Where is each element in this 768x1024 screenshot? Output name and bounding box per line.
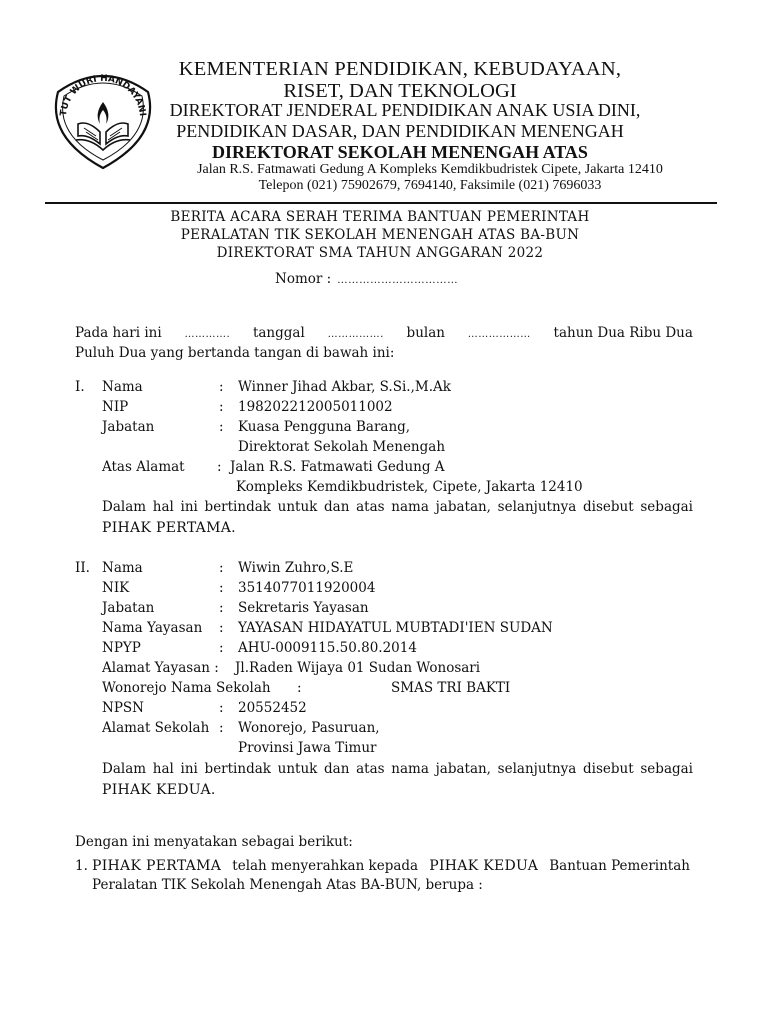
letterhead-address: Jalan R.S. Fatmawati Gedung A Kompleks Kemdikbudristek Cipete, Jakarta 12410 [197,162,663,177]
party2-nama-label: Nama [102,560,143,576]
party1-jabatan-1: Kuasa Pengguna Barang, [238,419,411,435]
document-title-3: DIREKTORAT SMA TAHUN ANGGARAN 2022 [216,245,544,261]
directorate-general-2: PENDIDIKAN DASAR, DAN PENDIDIKAN MENENGAH [176,121,624,141]
document-title-2: PERALATAN TIK SEKOLAH MENENGAH ATAS BA-BUN [180,227,580,243]
party2-alamat-sekolah-1: Wonorejo, Pasuruan, [238,720,380,736]
party2-alamat-sekolah-2: Provinsi Jawa Timur [238,740,377,756]
colon: : [219,700,224,716]
party1-role: PIHAK PERTAMA. [102,520,236,536]
party2-jabatan: Sekretaris Yayasan [238,600,369,616]
declaration-item1-number: 1. [75,858,88,874]
letterhead-phone: Telepon (021) 75902679, 7694140, Faksimile (021) 7696033 [258,178,602,193]
letterhead-divider [45,202,717,204]
declaration-item1-line1 [92,858,690,874]
declaration-intro: Dengan ini menyatakan sebagai berikut: [75,834,353,850]
party1-alamat-2: Kompleks Kemdikbudristek, Cipete, Jakarta 12410 [236,479,583,495]
party2-nik-label: NIK [102,580,130,596]
party2-alamat-yayasan: Jl.Raden Wijaya 01 Sudan Wonosari [235,660,481,676]
party2-numeral: II. [75,560,90,576]
party1-jabatan-label: Jabatan [102,419,155,435]
party2-npyp: AHU-0009115.50.80.2014 [238,640,417,656]
party2-alamat-sekolah-label: Alamat Sekolah [102,720,210,736]
party2-sekolah: SMAS TRI BAKTI [391,680,511,696]
party2-yayasan-label: Nama Yayasan [102,620,203,636]
nomor-label: Nomor : [275,271,332,287]
party1-alamat-1: Jalan R.S. Fatmawati Gedung A [230,459,445,475]
party1-numeral: I. [75,379,85,395]
party2-yayasan: YAYASAN HIDAYATUL MUBTADI'IEN SUDAN [238,620,553,636]
colon: : [219,560,224,576]
ministry-name: KEMENTERIAN PENDIDIKAN, KEBUDAYAAN, [178,58,622,80]
party2-jabatan-label: Jabatan [102,600,155,616]
party2-statement: Dalam hal ini bertindak untuk dan atas nama jabatan, selanjutnya disebut sebagai [102,761,693,777]
document-number [275,271,458,287]
party2-npsn-label: NPSN [102,700,144,716]
svg-text:TUT WURI HANDAYANI: TUT WURI HANDAYANI [58,73,147,117]
intro-line-1 [75,325,693,341]
declaration-text-b: Bantuan Pemerintah [549,858,690,874]
party2-alamat-yayasan-label: Alamat Yayasan : [102,660,219,676]
tut-wuri-handayani-logo [48,62,158,172]
party1-jabatan-2: Direktorat Sekolah Menengah [238,439,446,455]
colon: : [219,419,224,435]
colon: : [217,459,222,475]
document-title-1: BERITA ACARA SERAH TERIMA BANTUAN PEMERINTAH [170,209,590,225]
party2-npsn: 20552452 [238,700,307,716]
party2-sekolah-label: Wonorejo Nama Sekolah [102,680,271,696]
intro-text-3: bulan [406,325,445,341]
intro-blank-day: …………. [184,329,231,340]
declaration-pihak-pertama: PIHAK PERTAMA [92,858,222,874]
party1-statement: Dalam hal ini bertindak untuk dan atas nama jabatan, selanjutnya disebut sebagai [102,499,693,515]
colon: : [219,600,224,616]
declaration-pihak-kedua: PIHAK KEDUA [429,858,539,874]
party1-nama: Winner Jihad Akbar, S.Si.,M.Ak [238,379,451,395]
ministry-name-2: RISET, DAN TEKNOLOGI [283,80,517,102]
colon: : [219,720,224,736]
intro-blank-month: ……………… [467,329,531,340]
colon: : [219,399,224,415]
colon: : [297,680,302,696]
colon: : [219,620,224,636]
party1-alamat-label: Atas Alamat [102,459,185,475]
intro-text-1: Pada hari ini [75,325,162,341]
intro-line-2: Puluh Dua yang bertanda tangan di bawah ini: [75,345,395,361]
nomor-blank: …………………………… [337,274,459,286]
intro-text-2: tanggal [252,325,305,341]
directorate-name: DIREKTORAT SEKOLAH MENENGAH ATAS [212,142,588,162]
colon: : [219,640,224,656]
party1-nip-label: NIP [102,399,129,415]
party2-role: PIHAK KEDUA. [102,782,216,798]
intro-blank-date: ……………. [327,329,384,340]
colon: : [219,379,224,395]
party1-nip: 198202212005011002 [238,399,393,415]
party2-npyp-label: NPYP [102,640,141,656]
party1-nama-label: Nama [102,379,143,395]
party2-nama: Wiwin Zuhro,S.E [238,560,354,576]
declaration-text-a: telah menyerahkan kepada [232,858,419,874]
declaration-item1-line2: Peralatan TIK Sekolah Menengah Atas BA-BUN, berupa : [92,877,483,893]
intro-text-4: tahun Dua Ribu Dua [553,325,693,341]
party2-nik: 3514077011920004 [238,580,376,596]
colon: : [219,580,224,596]
directorate-general: DIREKTORAT JENDERAL PENDIDIKAN ANAK USIA DINI, [169,100,641,120]
